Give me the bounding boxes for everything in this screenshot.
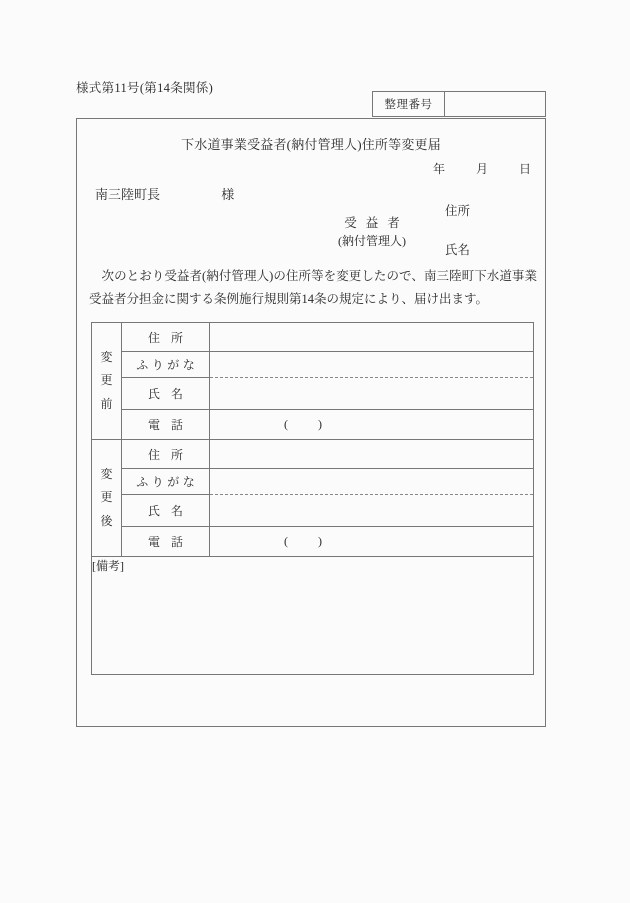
value-before-name[interactable] [210,378,534,410]
table-row [92,469,534,495]
group-label-before-char-3: 前 [100,396,113,411]
form-title: 下水道事業受益者(納付管理人)住所等変更届 [181,137,441,152]
group-label-after [92,440,122,557]
signature-address-label: 住所 [445,204,471,218]
label-after-name: 氏名 [122,495,210,527]
value-after-name[interactable] [210,495,534,527]
table-row [92,410,534,440]
table-row [92,352,534,378]
date-year-label: 年 [432,162,445,176]
phone-paren-open-after: ( [284,534,289,548]
form-number: 様式第11号(第14条関係) [76,81,214,95]
remarks-cell[interactable] [92,557,534,675]
remarks-row [92,557,534,675]
body-paragraph-text: 次のとおり受益者(納付管理人)の住所等を変更したので、南三陸町下水道事業受益者分担金に関する条例施行規則第14条の規定により、届け出ます。 [89,269,537,307]
signature-role-primary: 受益者 [344,216,409,230]
addressee [95,184,234,203]
phone-paren-close-after: ) [318,534,323,548]
reference-number-value[interactable] [445,92,545,116]
label-before-address: 住所 [122,323,210,352]
group-label-before-char-2: 更 [100,373,113,388]
date-month-label: 月 [475,162,488,176]
value-after-address[interactable] [210,440,534,469]
date-line [433,160,531,177]
change-details-table [91,322,534,675]
group-label-before [92,323,122,440]
label-before-name: 氏名 [122,378,210,410]
label-after-address: 住所 [122,440,210,469]
reference-number-label: 整理番号 [373,92,445,116]
phone-paren-open-before: ( [284,417,289,431]
group-label-before-char-1: 変 [100,349,113,364]
signature-role-secondary: (納付管理人) [338,233,406,248]
phone-paren-after [284,534,352,549]
value-after-phone[interactable] [210,527,534,557]
table-row [92,378,534,410]
group-label-after-char-2: 更 [100,490,113,505]
value-before-phone[interactable] [210,410,534,440]
form-frame [76,118,546,727]
addressee-honorific: 様 [221,187,235,202]
value-before-address[interactable] [210,323,534,352]
table-row [92,495,534,527]
group-label-after-char-1: 変 [100,466,113,481]
signature-role [305,214,439,250]
signature-block [305,201,535,261]
phone-paren-before [284,417,352,432]
date-day-label: 日 [518,162,531,176]
remarks-label: [備考] [92,559,124,573]
value-before-furigana[interactable] [210,352,534,378]
phone-paren-close-before: ) [318,417,323,431]
table-row [92,527,534,557]
group-label-after-char-3: 後 [100,513,113,528]
value-after-furigana[interactable] [210,469,534,495]
body-paragraph [89,265,537,311]
table-row [92,323,534,352]
reference-number-box [372,91,546,117]
label-after-furigana: ふりがな [122,469,210,495]
label-after-phone: 電話 [122,527,210,557]
label-before-furigana: ふりがな [122,352,210,378]
addressee-recipient: 南三陸町長 [95,187,161,202]
table-row [92,440,534,469]
signature-name-label: 氏名 [445,243,471,257]
label-before-phone: 電話 [122,410,210,440]
